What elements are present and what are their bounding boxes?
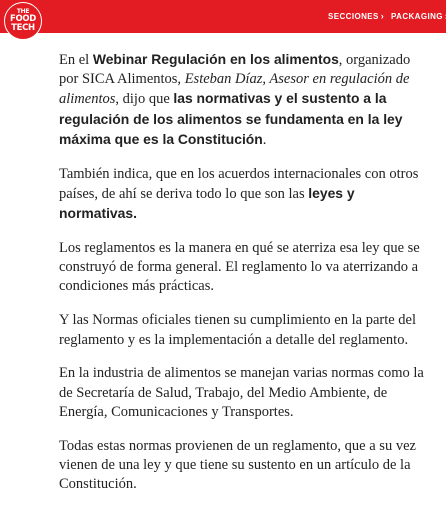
- bold-text: leyes y normativas.: [59, 184, 355, 222]
- paragraph: [59, 50, 431, 150]
- nav-packaging[interactable]: [391, 0, 448, 33]
- paragraph: Todas estas normas provienen de un reglamento, que a su vez vienen de una ley y que tiene su sustento en un artículo de la Constitución.: [59, 437, 416, 493]
- text: También indica, que en los acuerdos internacionales con otros países, de ahí se deriva todo lo que son las: [59, 165, 419, 202]
- paragraph: En la industria de alimentos se manejan varias normas como la de Secretaría de Salud, Trabajo, del Medio Ambiente, de Energía, Comunicaciones y Transportes.: [59, 365, 424, 420]
- paragraph: [59, 165, 431, 225]
- chevron-right-icon: ›: [380, 11, 385, 21]
- logo-text-the: THE: [16, 8, 30, 15]
- the-food-tech-logo[interactable]: [4, 2, 42, 40]
- top-nav-bar: [0, 0, 446, 33]
- text: En el: [59, 52, 93, 68]
- paragraph: Los reglamentos es la manera en qué se aterriza esa ley que se construyó de forma general. El reglamento lo va aterrizando a condiciones más prácticas.: [59, 240, 420, 295]
- nav-secciones-label: SECCIONES: [328, 12, 379, 21]
- logo-text-food: FOOD: [9, 14, 37, 24]
- nav-packaging-label: PACKAGING: [391, 12, 443, 21]
- text: , organizado por SICA Alimentos,: [59, 52, 411, 88]
- article-body: [59, 50, 431, 509]
- italic-text: Esteban Díaz, Asesor en regulación de alimentos: [59, 71, 410, 108]
- nav-secciones[interactable]: [328, 0, 384, 33]
- logo-text-tech: TECH: [11, 23, 35, 33]
- bold-text: las normativas y el sustento a la regulación de los alimentos se fundamenta en la ley máxima que es la Constitución: [59, 90, 403, 147]
- chevron-right-icon: ›: [444, 11, 448, 21]
- text: , dijo que: [115, 91, 174, 108]
- text: .: [262, 131, 267, 148]
- paragraph: Y las Normas oficiales tienen su cumplimiento en la parte del reglamento y es la implementación a detalle del reglamento.: [59, 312, 417, 348]
- bold-text: Webinar Regulación en los alimentos: [92, 51, 339, 67]
